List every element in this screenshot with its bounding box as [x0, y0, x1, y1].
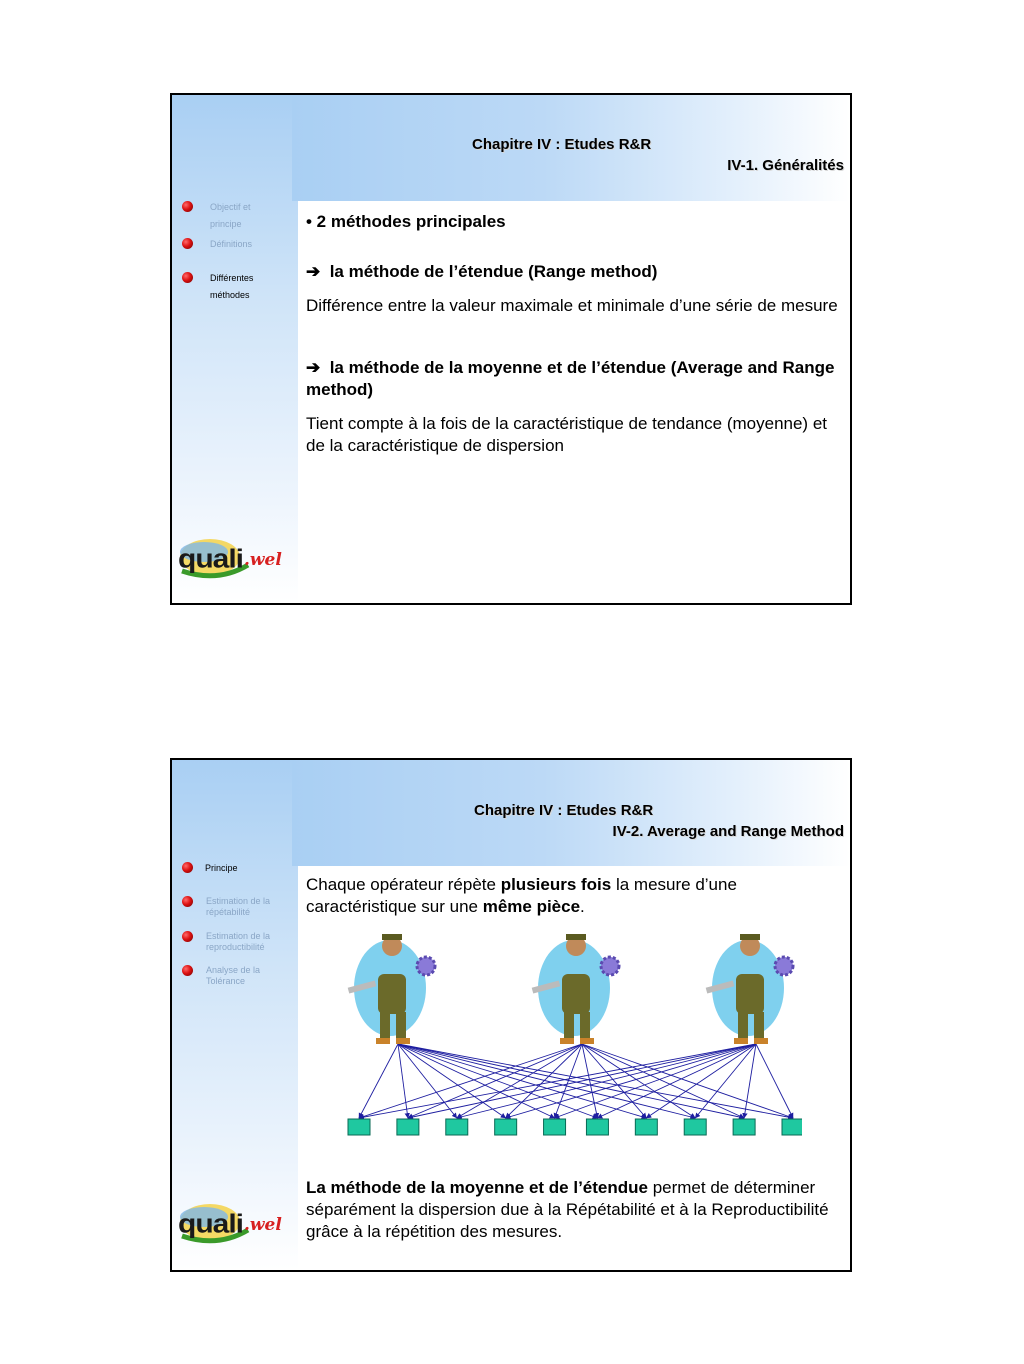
nav-label: Objectif et principe — [210, 202, 251, 229]
measurement-arrow — [744, 1044, 756, 1118]
part-box — [446, 1119, 468, 1135]
sidebar — [172, 95, 298, 603]
slide-2 — [170, 758, 852, 1272]
part-box — [586, 1119, 608, 1135]
measurement-arrow — [582, 1044, 695, 1118]
bullet-icon — [182, 965, 193, 976]
bullet-icon — [182, 201, 193, 212]
part-box — [544, 1119, 566, 1135]
nav-label: Analyse de la Tolérance — [206, 965, 261, 986]
nav-label: Estimation de la reproductibilité — [206, 931, 271, 952]
operator-icon — [532, 934, 619, 1044]
nav-item-definitions[interactable] — [182, 236, 280, 253]
bullet-icon — [182, 896, 193, 907]
part-box — [635, 1119, 657, 1135]
nav-item-tolerance[interactable] — [182, 963, 276, 987]
part-box — [348, 1119, 370, 1135]
nav-item-reproductibilite[interactable] — [182, 929, 276, 953]
nav-label: Différentes méthodes — [210, 273, 254, 300]
bullet-icon — [182, 931, 193, 942]
part-box — [733, 1119, 755, 1135]
arrow-icon: ➔ — [306, 262, 321, 281]
section-title: IV-2. Average and Range Method — [612, 823, 844, 840]
chapter-title: Chapitre IV : Etudes R&R — [472, 136, 652, 153]
slide1-content — [306, 211, 838, 457]
sidebar — [172, 760, 298, 1270]
nav-item-repetabilite[interactable] — [182, 894, 276, 918]
bullet-icon — [182, 238, 193, 249]
part-box — [782, 1119, 802, 1135]
operator-icon — [348, 934, 435, 1044]
part-box — [397, 1119, 419, 1135]
measurement-arrow — [398, 1044, 695, 1118]
section-title: IV-1. Généralités — [727, 157, 844, 174]
method2-title: ➔ la méthode de la moyenne et de l’étendue (Average and Range method) — [306, 358, 835, 399]
slide-1 — [170, 93, 852, 605]
arrow-icon: ➔ — [306, 358, 321, 377]
method1-title: ➔ la méthode de l’étendue (Range method) — [306, 262, 658, 281]
bullet-icon — [182, 272, 193, 283]
measurement-arrow — [398, 1044, 646, 1118]
nav-label: Principe — [205, 863, 238, 873]
heading: • 2 méthodes principales — [306, 212, 506, 231]
measurement-arrow — [359, 1044, 756, 1118]
intro-text: Chaque opérateur répète plusieurs fois la mesure d’une caractéristique sur une même pièce. — [306, 875, 737, 916]
operators-diagram — [342, 926, 802, 1146]
method2-description: Tient compte à la fois de la caractéristique de tendance (moyenne) et de la caractéristique de dispersion — [306, 414, 827, 455]
nav-item-methodes[interactable] — [182, 270, 280, 304]
quali-wel-logo: quali .wel — [178, 1200, 290, 1250]
part-box — [495, 1119, 517, 1135]
chapter-title: Chapitre IV : Etudes R&R — [474, 802, 654, 819]
bullet-icon — [182, 862, 193, 873]
nav-label: Définitions — [210, 239, 253, 249]
quali-wel-logo: quali .wel — [178, 535, 290, 585]
nav-item-principe[interactable] — [182, 860, 275, 877]
nav-label: Estimation de la répétabilité — [206, 896, 271, 917]
operator-icon — [706, 934, 793, 1044]
conclusion-text: La méthode de la moyenne et de l’étendue permet de déterminer séparément la dispersion due à la Répétabilité et à la Reproductibilité grâce à la répétition des mesures. — [306, 1178, 829, 1241]
method1-description: Différence entre la valeur maximale et minimale d’une série de mesure — [306, 296, 838, 315]
nav-item-objectif[interactable] — [182, 199, 280, 233]
part-box — [684, 1119, 706, 1135]
